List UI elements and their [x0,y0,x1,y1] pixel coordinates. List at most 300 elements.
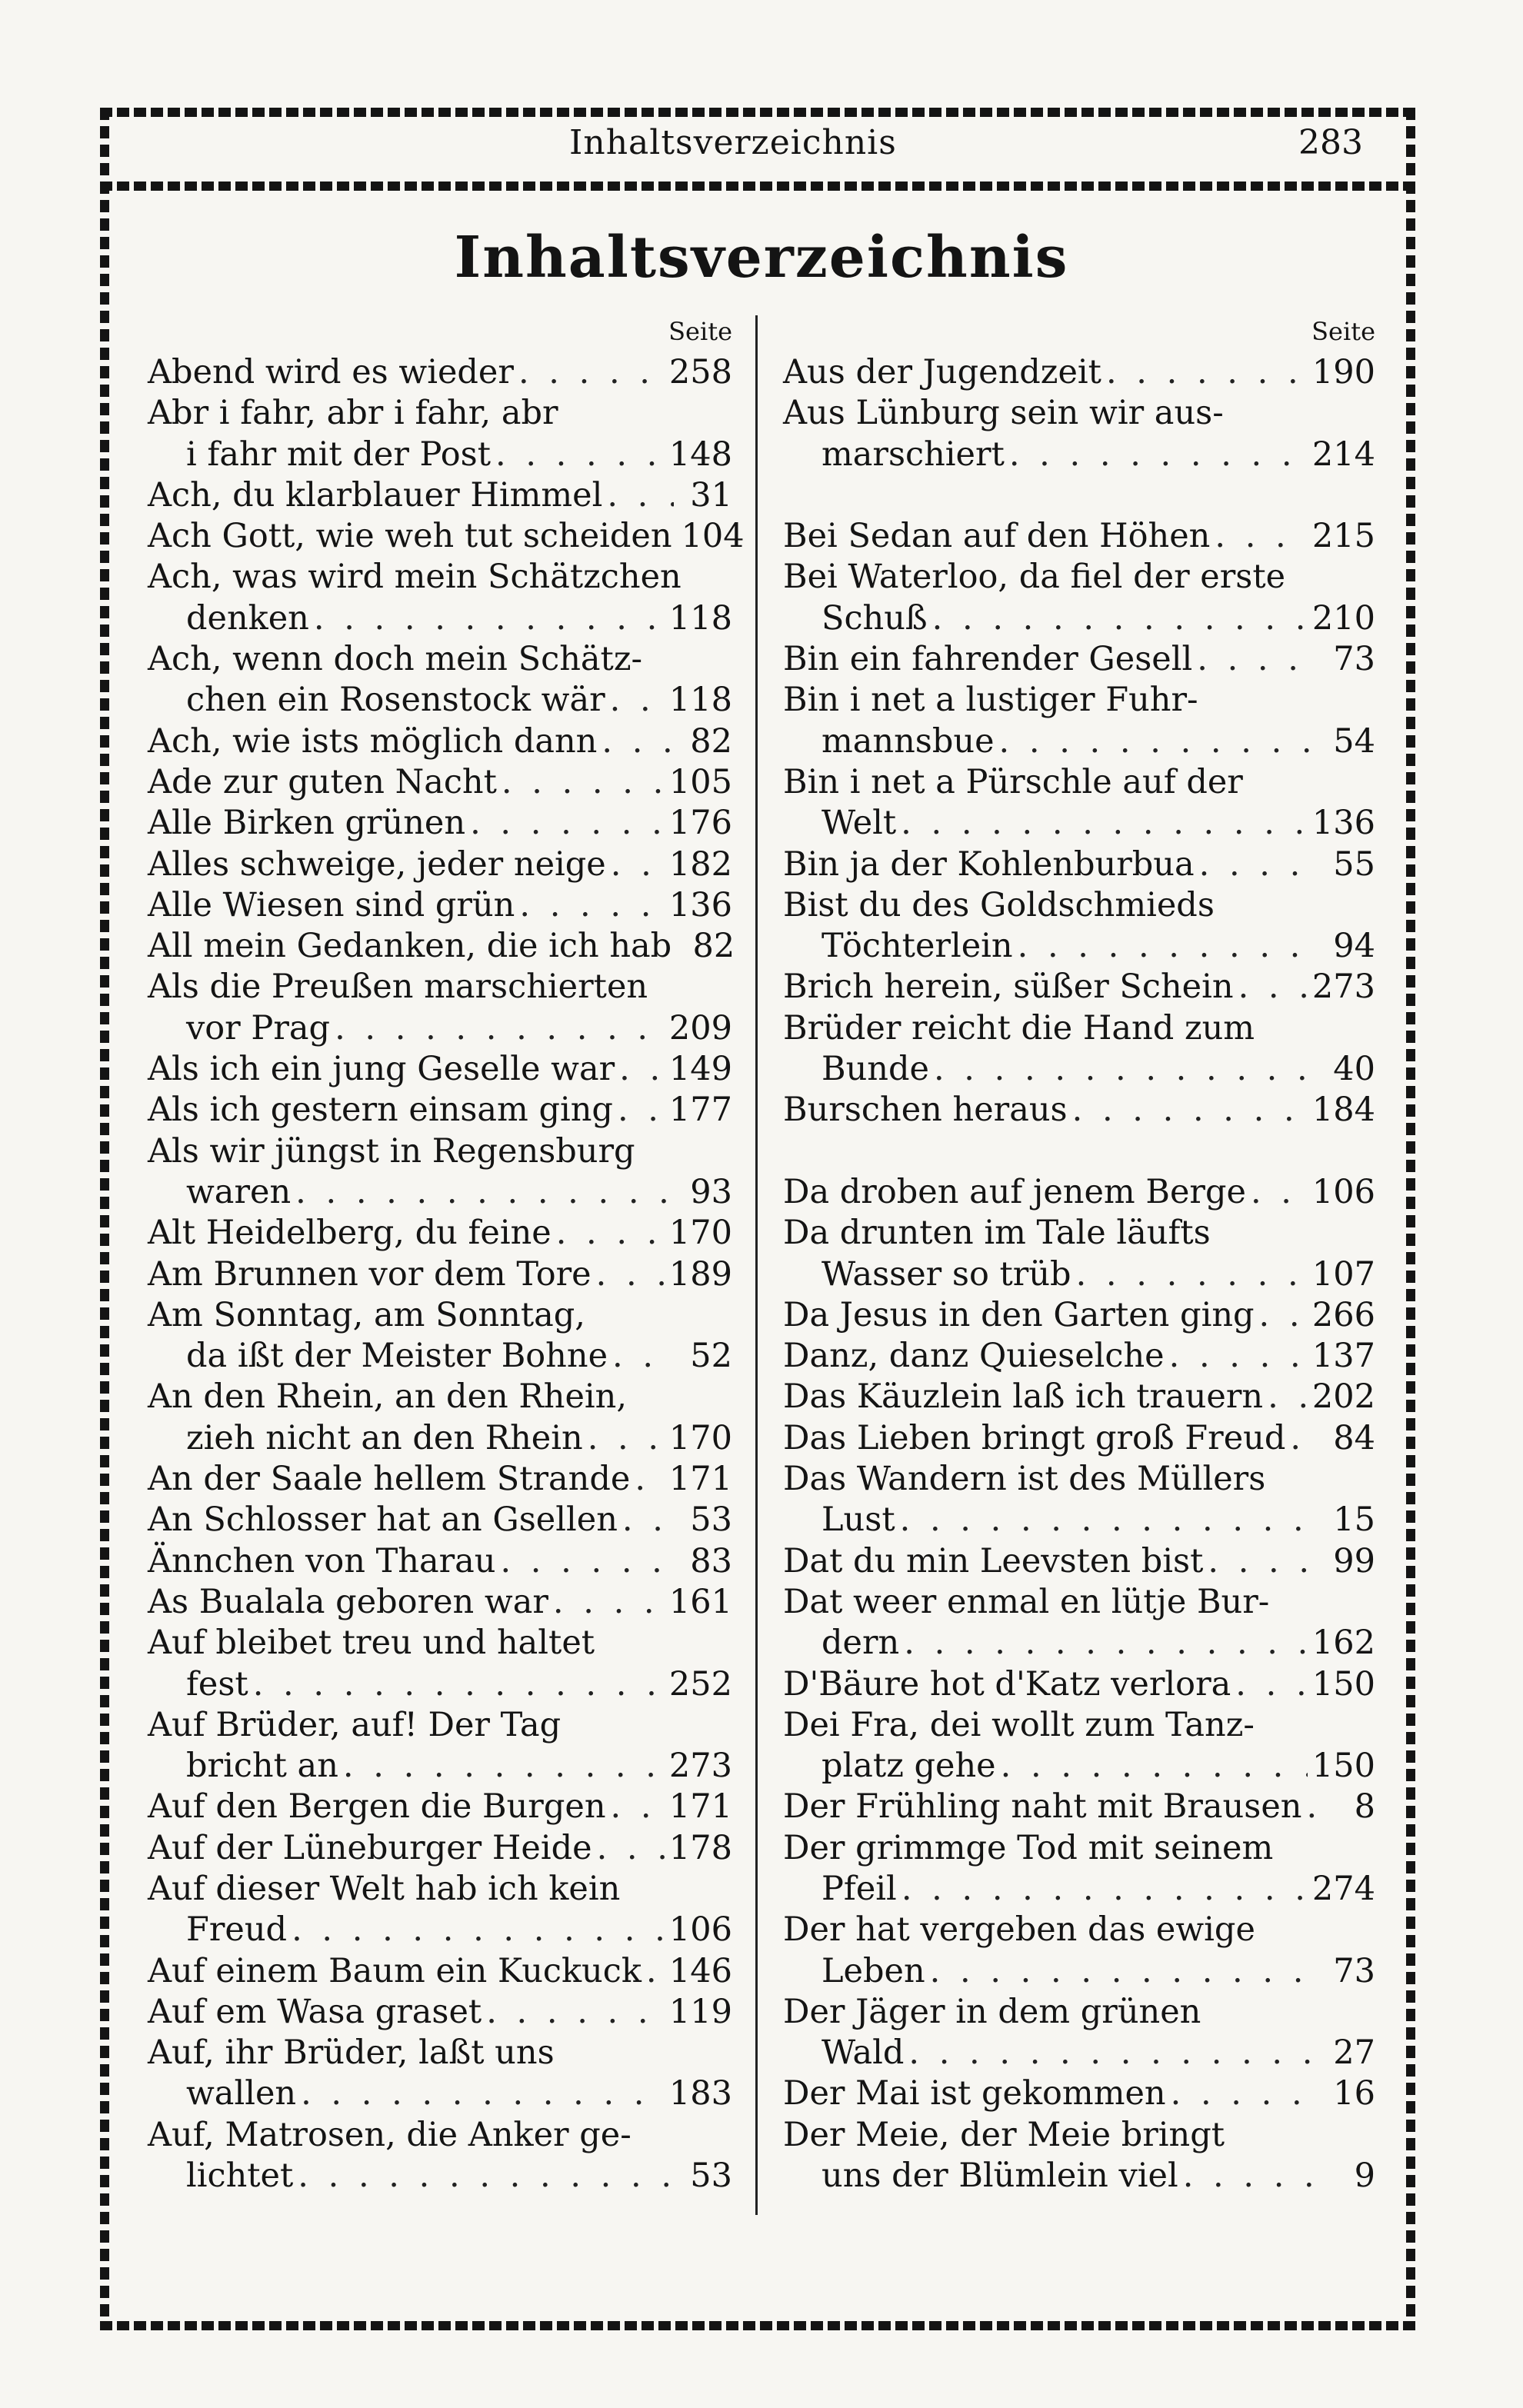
dot-leader [901,803,1308,844]
seite-label: Seite [1311,317,1375,346]
toc-entry-line [148,1254,732,1295]
entry-title: Dat weer enmal en lütje Bur- [783,1582,1270,1621]
dot-leader [602,721,674,762]
toc-entry [783,1213,1375,1295]
dot-leader [622,1500,674,1540]
toc-entry-line [783,1254,1375,1295]
entry-page-number: 148 [668,435,732,474]
toc-entry-line [783,1500,1375,1540]
entry-page-number: 83 [690,1541,732,1580]
entry-page-number: 118 [668,598,732,638]
toc-entry [783,680,1375,762]
toc-column-right [783,311,1375,2197]
entry-title: Bin ein fahrender Gesell [783,640,1193,679]
entry-title: Auf der Lüneburger Heide [148,1828,592,1867]
entry-title: Aus der Jugendzeit [783,353,1101,391]
toc-entry [783,1295,1375,1336]
dot-leader [301,2073,665,2114]
dot-leader [999,721,1317,762]
entry-title: Dei Fra, dei wollt zum Tanz- [783,1705,1255,1744]
toc-entry [783,2115,1375,2197]
entry-title: da ißt der Meister Bohne [186,1337,608,1376]
toc-entry-line [148,1172,732,1213]
entry-title: uns der Blümlein viel [821,2157,1178,2196]
entry-page-number: 53 [690,2157,732,2196]
toc-entry-line [783,967,1375,1007]
dot-leader [486,1992,665,2033]
entry-title: Als wir jüngst in Regensburg [148,1131,635,1171]
entry-title: Als ich gestern einsam ging [148,1091,613,1130]
toc-entry [783,1664,1375,1705]
toc-entry-line [148,1336,732,1377]
entry-page-number: 118 [668,681,732,720]
entry-title: Schuß [821,598,928,638]
dot-leader [1018,926,1317,967]
toc-entries-right [783,352,1375,2197]
toc-entry-line [148,803,732,844]
toc-entry-line [148,1951,732,1992]
entry-title: Bei Waterloo, da fiel der erste [783,558,1286,597]
toc-entry-line [783,1172,1375,1213]
entry-title: Dat du min Leevsten bist [783,1541,1204,1580]
toc-entry [783,557,1375,639]
toc-entry [148,1869,732,1951]
dot-leader [1215,516,1308,557]
dot-leader [519,885,665,926]
entry-page-number: 170 [668,1418,732,1457]
entry-title: Auf em Wasa graset [148,1992,482,2031]
toc-entry [148,1459,732,1500]
entry-page-number: 209 [668,1008,732,1047]
toc-entry-line [783,844,1375,885]
toc-entry-line [148,2033,732,2073]
toc-entry-line [148,352,732,393]
entry-page-number: 107 [1311,1254,1375,1294]
entry-title: Auf den Bergen die Burgen [148,1787,606,1827]
toc-entry [148,1582,732,1623]
toc-entry [783,1705,1375,1787]
toc-entry [783,967,1375,1007]
toc-entry-line [783,1951,1375,1992]
toc-entry-line [783,1541,1375,1582]
toc-entry [783,1582,1375,1664]
dot-leader [495,435,665,475]
dot-leader [298,2156,674,2197]
section-gap [783,475,1375,516]
toc-entry [148,557,732,639]
toc-entry [148,721,732,762]
toc-entry [148,475,732,516]
dot-leader [1171,2073,1317,2114]
toc-entry-line [783,1336,1375,1377]
toc-entry-line [148,1459,732,1500]
entry-page-number: 171 [668,1787,732,1827]
entry-page-number: 106 [668,1910,732,1950]
dot-leader [908,2033,1317,2073]
entry-page-number: 82 [692,927,735,966]
entry-title: Ach, wie ists möglich dann [148,721,598,761]
toc-entry [148,885,732,926]
dot-leader [295,1172,674,1213]
entry-title: Ade zur guten Nacht [148,762,497,801]
entry-title: Welt [821,804,897,843]
entry-page-number: 53 [690,1500,732,1540]
entry-page-number: 104 [681,517,745,556]
dot-leader [1009,435,1308,475]
toc-entry-line [148,557,732,598]
toc-entry [148,1951,732,1992]
dot-leader [500,1541,674,1582]
entry-page-number: 94 [1333,927,1375,966]
entry-title: Der Frühling naht mit Brausen [783,1787,1302,1827]
entry-title: Alt Heidelberg, du feine [148,1214,552,1253]
toc-entry-line [783,1910,1375,1950]
dot-leader [292,1910,665,1950]
toc-entry-line [148,1131,732,1172]
entry-title: Freud [186,1910,288,1950]
toc-entry-line [783,1213,1375,1254]
toc-entry-line [148,1582,732,1623]
toc-column-left [148,311,745,2197]
entry-title: Der Jäger in dem grünen [783,1992,1201,2031]
toc-entry [148,1787,732,1827]
toc-entry-line [148,1008,732,1049]
entry-page-number: 40 [1333,1050,1375,1089]
entry-title: Da drunten im Tale läufts [783,1214,1211,1253]
entry-title: mannsbue [821,721,995,761]
dot-leader [1259,1295,1308,1336]
entry-title: platz gehe [821,1747,996,1786]
toc-entry-line [148,1664,732,1705]
entry-title: Danz, danz Quieselche [783,1337,1165,1376]
toc-entry-line [148,721,732,762]
entry-page-number: 150 [1311,1664,1375,1704]
dot-leader [596,1254,665,1295]
toc-entry-line [783,1008,1375,1049]
dot-leader [932,598,1308,639]
toc-entry-line [783,2073,1375,2114]
entry-page-number: 184 [1311,1091,1375,1130]
toc-entry-line [148,1090,732,1131]
toc-entry-line [783,598,1375,639]
toc-entry-line [148,1746,732,1787]
toc-entry [783,516,1375,557]
entry-page-number: 136 [1311,804,1375,843]
toc-entry-line [783,639,1375,680]
dot-leader [1076,1254,1308,1295]
entry-title: Bin i net a lustiger Fuhr- [783,681,1198,720]
toc-entry [148,393,732,475]
toc-entry-line [783,1582,1375,1623]
toc-entry-line [783,393,1375,434]
toc-entry [148,1705,732,1787]
entry-page-number: 73 [1333,640,1375,679]
toc-entry [148,1828,732,1869]
entry-page-number: 273 [1311,968,1375,1007]
toc-entry-line [783,1418,1375,1459]
dot-leader [502,762,665,803]
toc-entry-line [783,2115,1375,2156]
dot-leader [1197,639,1317,680]
entry-title: Aus Lünburg sein wir aus- [783,394,1224,433]
entry-page-number: 161 [668,1582,732,1621]
toc-entry-line [148,475,732,516]
entry-page-number: 258 [668,353,732,391]
entry-title: Brich herein, süßer Schein [783,968,1234,1007]
entry-page-number: 52 [690,1337,732,1376]
entry-title: Brüder reicht die Hand zum [783,1008,1255,1047]
entry-title: Alle Wiesen sind grün [148,885,515,924]
entry-title: fest [186,1664,248,1704]
dot-leader [470,803,665,844]
toc-entry [783,2073,1375,2114]
toc-entry-line [783,680,1375,721]
entry-title: As Bualala geboren war [148,1582,548,1621]
entry-page-number: 170 [668,1214,732,1253]
entry-page-number: 215 [1311,517,1375,556]
dot-leader [1106,352,1308,393]
entry-title: lichtet [186,2157,294,2196]
running-title: Inhaltsverzeichnis [569,123,897,162]
entry-title: Bist du des Goldschmieds [783,885,1215,924]
seite-label: Seite [668,317,732,346]
toc-entry [783,1418,1375,1459]
toc-entry [148,1049,732,1090]
toc-entry [783,352,1375,393]
entry-title: An den Rhein, an den Rhein, [148,1377,628,1417]
dot-leader [1208,1541,1317,1582]
toc-entry-line [148,844,732,885]
toc-entry [783,1828,1375,1910]
entry-title: denken [186,598,309,638]
dot-leader [619,1049,665,1090]
toc-entry [783,1336,1375,1377]
toc-entry-line [148,1869,732,1910]
entry-title: Da droben auf jenem Berge [783,1172,1246,1211]
entry-page-number: 177 [668,1091,732,1130]
dot-leader [553,1582,665,1623]
entry-page-number: 162 [1311,1624,1375,1663]
entry-page-number: 176 [668,804,732,843]
toc-entry-line [148,1213,732,1254]
entry-title: Bin ja der Kohlenburbua [783,844,1195,884]
toc-entry [783,1172,1375,1213]
toc-entry-line [783,557,1375,598]
entry-title: An Schlosser hat an Gsellen [148,1500,618,1540]
toc-entry-line [783,1377,1375,1417]
entry-title: Wald [821,2033,905,2073]
entry-page-number: 252 [668,1664,732,1704]
dot-leader [597,1828,665,1869]
toc-entry-line [148,393,732,434]
toc-entry-line [148,516,745,557]
entry-page-number: 99 [1333,1541,1375,1580]
entry-page-number: 105 [668,762,732,801]
entry-title: Burschen heraus [783,1091,1068,1130]
toc-entry [148,1623,732,1705]
entry-title: Auf einem Baum ein Kuckuck [148,1951,642,1990]
entry-page-number: 55 [1333,844,1375,884]
entry-title: Abr i fahr, abr i fahr, abr [148,394,558,433]
entry-page-number: 178 [668,1828,732,1867]
border-bottom [100,2321,1415,2330]
entry-title: dern [821,1624,900,1663]
entry-page-number: 136 [668,885,732,924]
toc-entry [148,1500,732,1540]
toc-entry-line [783,1049,1375,1090]
dot-leader [1183,2156,1317,2197]
entry-page-number: 266 [1311,1295,1375,1334]
dot-leader [607,475,674,516]
toc-entry-line [148,2156,732,2197]
dot-leader [1001,1746,1308,1787]
entry-page-number: 73 [1333,1951,1375,1990]
toc-entry [783,844,1375,885]
entry-title: Töchterlein [821,927,1013,966]
entry-page-number: 93 [690,1172,732,1211]
dot-leader [518,352,665,393]
toc-entry-line [148,1910,732,1950]
entry-title: vor Prag [186,1008,331,1047]
toc-entry [783,1459,1375,1541]
toc-entry [148,516,745,557]
toc-entry-line [783,1459,1375,1500]
entry-title: marschiert [821,435,1005,474]
entry-title: Ach, wenn doch mein Schätz- [148,640,643,679]
toc-entry [148,2115,732,2197]
dot-leader [1072,1090,1308,1131]
entry-page-number: 16 [1333,2074,1375,2113]
dot-leader [612,1336,674,1377]
toc-entry [783,639,1375,680]
entry-title: Ach Gott, wie weh tut scheiden [148,517,672,556]
toc-entry-line [783,803,1375,844]
entry-title: Das Wandern ist des Müllers [783,1460,1266,1499]
entry-page-number: 9 [1354,2157,1375,2196]
dot-leader [343,1746,665,1787]
entry-page-number: 146 [668,1951,732,1990]
toc-entry-line [783,885,1375,926]
dot-leader [588,1418,665,1459]
entry-title: Abend wird es wieder [148,353,514,391]
dot-leader [904,1623,1308,1664]
entry-page-number: 183 [668,2074,732,2113]
toc-entry-line [783,1664,1375,1705]
entry-title: Lust [821,1500,895,1540]
entry-page-number: 106 [1311,1172,1375,1211]
dot-leader [1306,1787,1317,1827]
toc-entry [148,352,732,393]
page-number: 283 [1298,123,1363,162]
toc-entry [148,844,732,885]
toc-entry [148,1992,732,2033]
entry-title: Auf, Matrosen, die Anker ge- [148,2115,632,2154]
dot-leader [1251,1172,1308,1213]
dot-leader [335,1008,665,1049]
toc-entry [783,1377,1375,1417]
entry-title: i fahr mit der Post [186,435,491,474]
dot-leader [1238,967,1308,1007]
entry-title: Ach, was wird mein Schätzchen [148,558,682,597]
entry-title: Auf bleibet treu und haltet [148,1624,595,1663]
entry-page-number: 31 [690,475,732,515]
toc-entry-line [783,1623,1375,1664]
entry-title: zieh nicht an den Rhein [186,1418,583,1457]
entry-title: Der Meie, der Meie bringt [783,2115,1225,2154]
toc-entry-line [783,2156,1375,2197]
entry-page-number: 171 [668,1460,732,1499]
toc-entry-line [783,2033,1375,2073]
entry-page-number: 150 [1311,1747,1375,1786]
toc-entry [783,1787,1375,1827]
entry-title: Das Lieben bringt groß Freud [783,1418,1286,1457]
header-rule [100,182,1415,191]
entry-page-number: 182 [668,844,732,884]
toc-entry-line [148,967,732,1007]
toc-entry [148,1541,732,1582]
toc-entry-line [783,721,1375,762]
dot-leader [1235,1664,1308,1705]
entry-page-number: 149 [668,1050,732,1089]
toc-entry-line [148,926,735,967]
dot-leader [556,1213,665,1254]
toc-entry [148,967,732,1049]
dot-leader [1169,1336,1308,1377]
dot-leader [930,1951,1317,1992]
entry-title: Als die Preußen marschierten [148,968,648,1007]
entry-title: Auf, ihr Brüder, laßt uns [148,2033,555,2073]
column-divider [755,315,758,2215]
entry-page-number: 82 [690,721,732,761]
toc-entry-line [783,1828,1375,1869]
toc-entry-line [148,1787,732,1827]
toc-entry-line [783,1869,1375,1910]
toc-entry-line [783,352,1375,393]
entry-page-number: 137 [1311,1337,1375,1376]
entry-title: Der hat vergeben das ewige [783,1910,1255,1950]
entry-title: Da Jesus in den Garten ging [783,1295,1255,1334]
toc-entry [783,1992,1375,2074]
entry-title: Leben [821,1951,925,1990]
entry-page-number: 202 [1311,1377,1375,1417]
toc-entry-line [783,516,1375,557]
toc-entry [148,1295,732,1377]
toc-entry-line [148,1705,732,1746]
toc-entry-line [148,1541,732,1582]
entry-title: All mein Gedanken, die ich hab [148,927,672,966]
toc-entry-line [783,1787,1375,1827]
dot-leader [610,680,665,721]
toc-entry-line [783,1295,1375,1336]
entry-title: waren [186,1172,292,1211]
toc-entry-line [148,639,732,680]
toc-entry [148,1090,732,1131]
toc-entry-line [148,1623,732,1664]
page-title: Inhaltsverzeichnis [454,225,1069,291]
entry-title: Auf dieser Welt hab ich kein [148,1869,621,1908]
dot-leader [1290,1418,1317,1459]
toc-entry-line [783,926,1375,967]
toc-entry [148,2033,732,2115]
entry-title: Ännchen von Tharau [148,1541,496,1580]
toc-entry-line [148,680,732,721]
toc-entry-line [783,1992,1375,2033]
toc-entry-line [783,762,1375,803]
entry-title: Bunde [821,1050,929,1089]
entry-title: chen ein Rosenstock wär [186,681,605,720]
toc-entry [783,1008,1375,1091]
toc-entry-line [148,598,732,639]
